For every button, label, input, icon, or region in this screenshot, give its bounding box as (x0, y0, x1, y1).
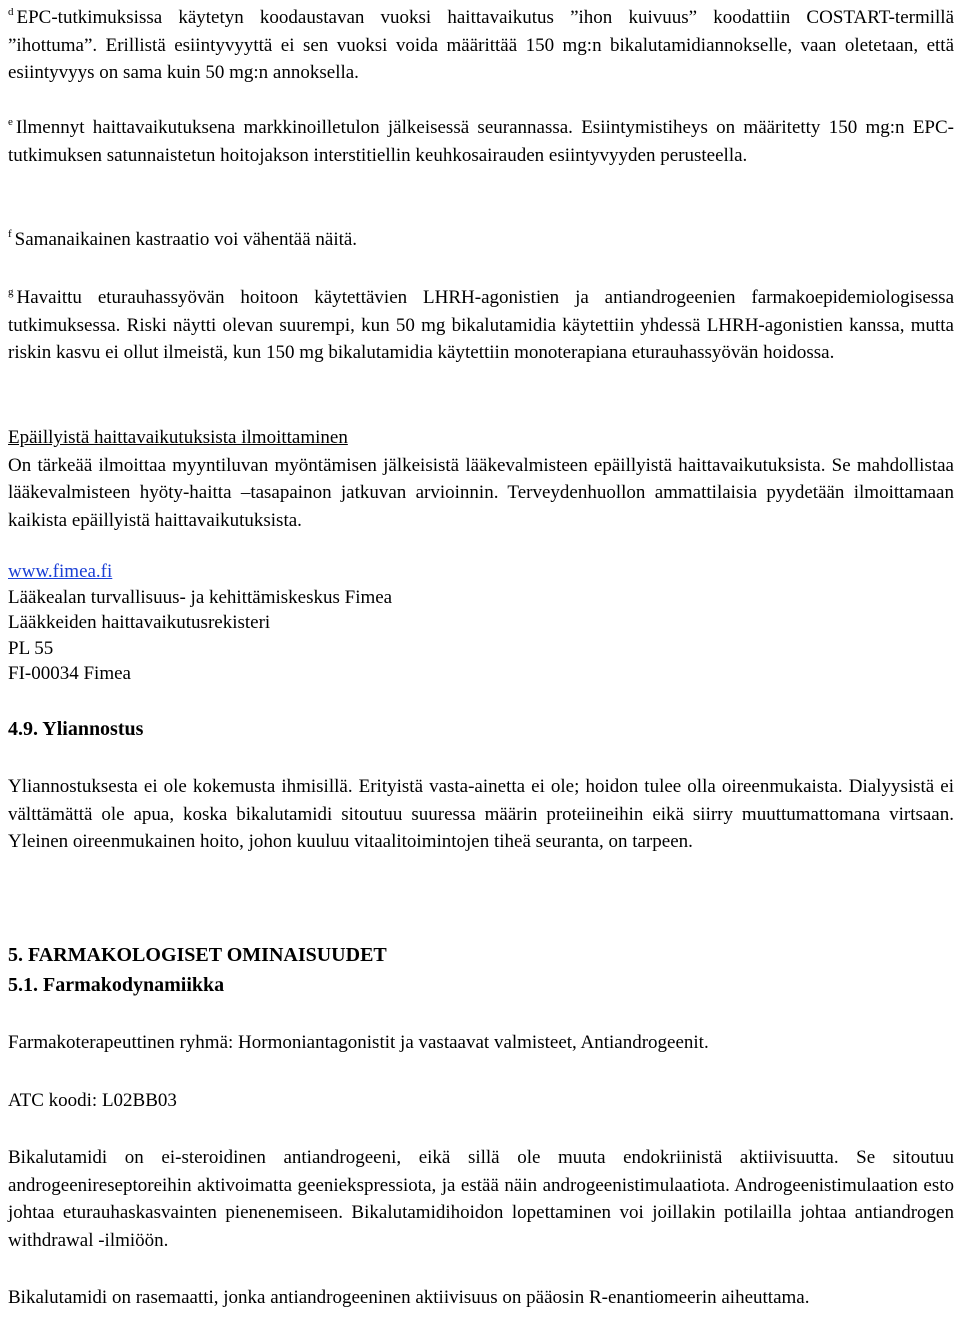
footnote-text: EPC-tutkimuksissa käytetyn koodaustavan vuoksi haittavaikutus ”ihon kuivuus” koodattiin COSTART-termillä ”ihottuma”. Erillistä esiintyvyyttä ei sen vuoksi voida määrittää 150 mg:n bikalutamidiannokselle, vaan oletetaan, että esiintyvyys on sama kuin 50 mg:n annoksella. (8, 7, 954, 83)
subsection-heading: 5.1. Farmakodynamiikka (8, 974, 225, 996)
racemate-paragraph: Bikalutamidi on rasemaatti, jonka antiandrogeeninen aktiivisuus on pääosin R-enantiomeerin aiheuttama. (8, 1287, 810, 1308)
address-line: Lääkkeiden haittavaikutusrekisteri (8, 612, 271, 633)
contact-block (8, 559, 954, 687)
footnote-mark: e (8, 116, 13, 128)
footnote-text: Samanaikainen kastraatio voi vähentää näitä. (14, 229, 358, 250)
address-line: PL 55 (8, 637, 54, 659)
footnote-f (8, 226, 954, 254)
footnote-g (8, 284, 954, 367)
footnote-text: Ilmennyt haittavaikutuksena markkinoilletulon jälkeisessä seurannassa. Esiintymistiheys on määritetty 150 mg:n EPC-tutkimuksen satunnaistetun hoitojakson interstitiellin keuhkosairauden esiintyvyyden perusteella. (8, 117, 954, 166)
overdose-heading: 4.9. Yliannostus (8, 718, 144, 740)
footnote-e (8, 114, 954, 169)
fimea-link[interactable]: www.fimea.fi (8, 561, 113, 582)
pharmacodynamics-paragraph: Bikalutamidi on ei-steroidinen antiandrogeeni, eikä sillä ole muuta endokriinistä aktiivisuutta. Se sitoutuu androgeenireseptoreihin aktivoimatta geeniekspressiota, ja estää näin androgeenistimulaatiota. Androgeenistimulaation esto johtaa eturauhaskasvainten pienenemiseen. Bikalutamidihoidon lopettaminen voi joillakin potilailla johtaa antiandrogen withdrawal -ilmiöön. (8, 1147, 954, 1251)
footnote-mark: d (8, 6, 14, 18)
overdose-text: Yliannostuksesta ei ole kokemusta ihmisillä. Erityistä vasta-ainetta ei ole; hoidon tulee olla oireenmukaista. Dialyysistä ei välttämättä ole apua, koska bikalutamidi sitoutuu suuressa määrin proteiineihin eikä siirry muuttumattomana virtsaan. Yleinen oireenmukainen hoito, johon kuuluu vitaalitoimintojen tiheä seuranta, on tarpeen. (8, 776, 954, 852)
footnote-d (8, 4, 954, 87)
footnote-mark: f (8, 228, 12, 240)
footnote-text: Havaittu eturauhassyövän hoitoon käytettävien LHRH-agonistien ja antiandrogeenien farmakoepidemiologisessa tutkimuksessa. Riski näytti olevan suurempi, kun 50 mg bikalutamidia käytettiin yhdessä LHRH-agonistien kanssa, mutta riskin kasvu ei ollut ilmeistä, kun 150 mg bikalutamidia käytettiin monoterapiana eturauhassyövän hoidossa. (8, 287, 954, 363)
address-line: FI-00034 Fimea (8, 663, 131, 684)
atc-code: ATC koodi: L02BB03 (8, 1090, 177, 1111)
address-line: Lääkealan turvallisuus- ja kehittämiskeskus Fimea (8, 586, 393, 608)
reporting-text: On tärkeää ilmoittaa myyntiluvan myöntämisen jälkeisistä lääkevalmisteen epäillyistä haittavaikutuksista. Se mahdollistaa lääkevalmisteen hyöty-haitta –tasapainon jatkuvan arvioinnin. Terveydenhuollon ammattilaisia pyydetään ilmoittamaan kaikista epäillyistä haittavaikutuksista. (8, 454, 954, 531)
section-heading: 5. FARMAKOLOGISET OMINAISUUDET (8, 944, 387, 966)
pharmacotherapeutic-group: Farmakoterapeuttinen ryhmä: Hormoniantagonistit ja vastaavat valmisteet, Antiandrogeenit. (8, 1032, 709, 1053)
reporting-section (8, 424, 954, 534)
footnote-mark: g (8, 286, 14, 298)
reporting-heading: Epäillyistä haittavaikutuksista ilmoittaminen (8, 427, 348, 448)
